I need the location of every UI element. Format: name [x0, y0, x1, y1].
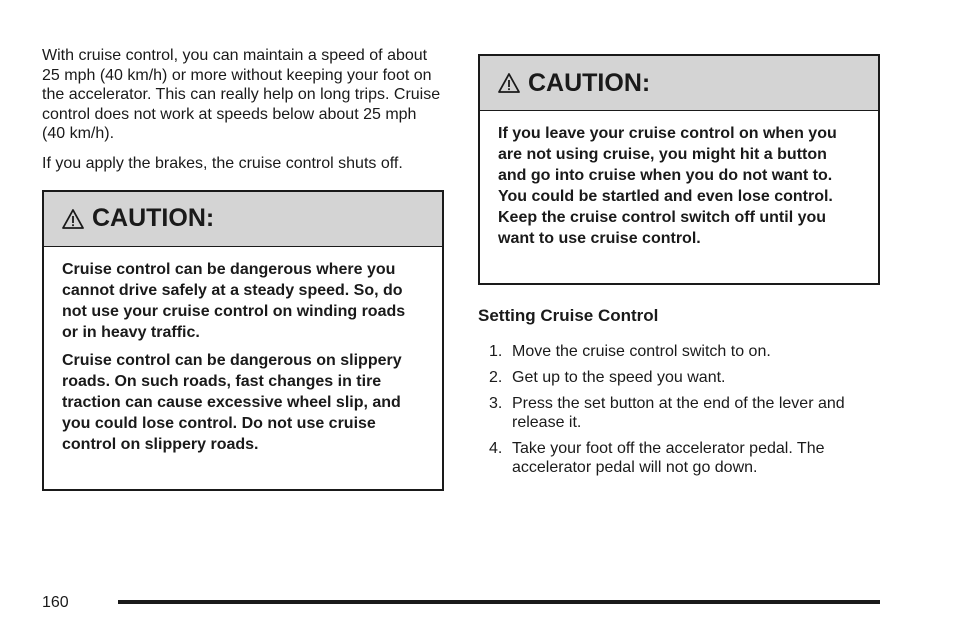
- caution-box-right: [478, 54, 880, 285]
- caution-box-left: [42, 190, 444, 491]
- warning-triangle-icon: [62, 208, 84, 230]
- caution-title: CAUTION:: [528, 68, 651, 97]
- steps-list: [478, 342, 880, 477]
- page-number: 160: [42, 594, 69, 611]
- step-text: Get up to the speed you want.: [512, 369, 726, 386]
- step-number: 3.: [489, 395, 503, 412]
- caution-header: [44, 192, 442, 247]
- brakes-paragraph: If you apply the brakes, the cruise control shuts off.: [42, 154, 403, 172]
- left-column: [42, 46, 444, 491]
- caution-body: [44, 247, 442, 455]
- step-number: 4.: [489, 440, 503, 457]
- step-number: 2.: [489, 369, 503, 386]
- right-column: [478, 54, 880, 477]
- step-number: 1.: [489, 343, 503, 360]
- caution-header: [480, 56, 878, 111]
- list-item: [478, 439, 880, 477]
- footer-rule: [118, 600, 880, 604]
- caution-paragraph: Cruise control can be dangerous where you cannot drive safely at a steady speed. So, do not use your cruise control on winding roads or in heavy traffic.: [62, 260, 406, 341]
- list-item: [478, 394, 880, 432]
- caution-paragraph: Cruise control can be dangerous on slippery roads. On such roads, fast changes in tire traction can cause excessive wheel slip, and you could lose control. Do not use cruise control on slippery roads.: [62, 351, 402, 453]
- caution-body: [480, 111, 878, 249]
- step-text: Press the set button at the end of the lever and release it.: [512, 395, 845, 431]
- list-item: [478, 342, 880, 361]
- warning-triangle-icon: [498, 72, 520, 94]
- step-text: Move the cruise control switch to on.: [512, 343, 771, 360]
- intro-paragraph: With cruise control, you can maintain a speed of about 25 mph (40 km/h) or more without keeping your foot on the accelerator. This can really help on long trips. Cruise control does not work at speeds below about 25 mph (40 km/h).: [42, 47, 441, 143]
- caution-paragraph: If you leave your cruise control on when you are not using cruise, you might hit a button and go into cruise when you do not want to. You could be startled and even lose control. Keep the cruise control switch off until you want to use cruise control.: [498, 125, 837, 247]
- step-text: Take your foot off the accelerator pedal. The accelerator pedal will not go down.: [512, 440, 825, 476]
- list-item: [478, 368, 880, 387]
- caution-title: CAUTION:: [92, 204, 215, 233]
- section-heading: Setting Cruise Control: [478, 306, 659, 325]
